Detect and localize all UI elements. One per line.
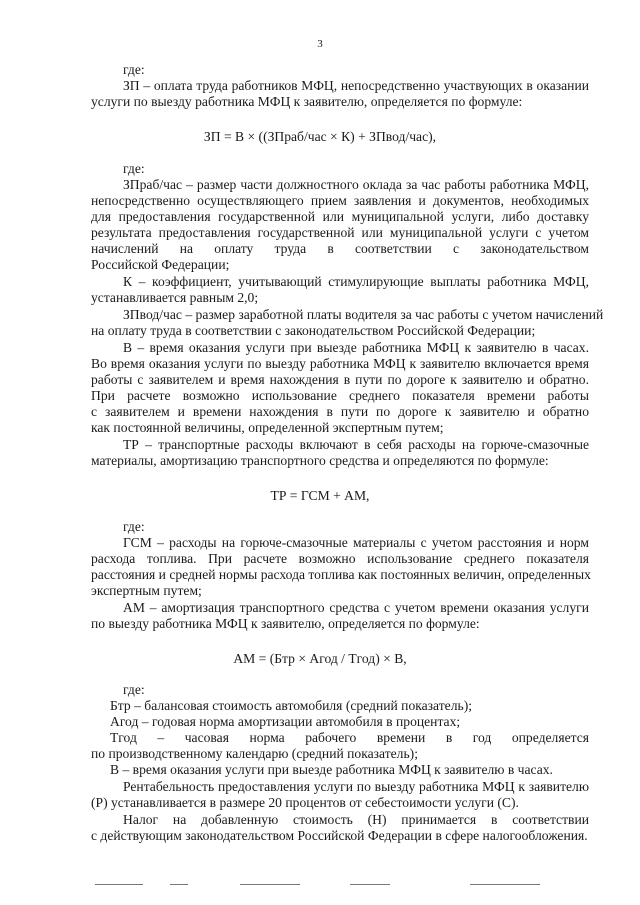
page-number: 3 [317, 38, 323, 50]
formula-zp: ЗП = В × ((ЗПраб/час × К) + ЗПвод/час), [203, 129, 437, 144]
text-line: Бтр – балансовая стоимость автомобиля (средний показатель); [110, 698, 472, 713]
text-line: Рентабельность предоставления услуги по выезду работника МФЦ к заявителю [123, 779, 589, 794]
text-line: В – время оказания услуги при выезде работника МФЦ к заявителю в часах. [110, 762, 553, 777]
text-line: по выезду работника МФЦ к заявителю, определяется по формуле: [91, 616, 480, 631]
text-line: Во время оказания услуги по выезду работника МФЦ к заявителю включается время [91, 356, 589, 371]
text-line: материалы, амортизацию транспортного средства и определяются по формуле: [91, 453, 549, 468]
text-line: начислений на оплату труда в соответствии с законодательством [91, 241, 589, 256]
text-line: как постоянной величины, определенной экспертным путем; [91, 420, 444, 435]
text-line: где: [123, 161, 145, 176]
text-line: АМ – амортизация транспортного средства с учетом времени оказания услуги [123, 600, 589, 615]
text-line: Агод – годовая норма амортизации автомобиля в процентах; [110, 714, 461, 729]
text-line: с действующим законодательством Российской Федерации в сфере налогообложения. [91, 828, 588, 843]
text-line: Налог на добавленную стоимость (Н) принимается в соответствии [123, 812, 589, 827]
text-line: ЗП – оплата труда работников МФЦ, непосредственно участвующих в оказании [123, 78, 589, 93]
text-line: услуги по выезду работника МФЦ к заявителю, определяется по формуле: [91, 94, 523, 109]
scan-line [170, 884, 188, 885]
text-line: где: [123, 519, 145, 534]
formula-am: АМ = (Бтр × Агод / Тгод) × В, [233, 651, 407, 666]
text-line: В – время оказания услуги при выезде работника МФЦ к заявителю в часах. [123, 340, 589, 355]
text-line: где: [123, 62, 145, 77]
scan-line [240, 884, 300, 885]
text-line: результата предоставления государственной или муниципальной услуги с учетом [91, 225, 589, 240]
text-line: где: [123, 682, 145, 697]
text-line: При расчете возможно использование среднего показателя времени работы [91, 388, 589, 403]
text-line: для предоставления государственной или муниципальной услуги, либо доставку [91, 209, 589, 224]
text-line: расстояния и средней нормы расхода топлива как постоянных величин, определенных [91, 567, 591, 582]
text-line: по производственному календарю (средний показатель); [91, 746, 418, 761]
text-line: ЗПраб/час – размер части должностного оклада за час работы работника МФЦ, [123, 177, 589, 192]
text-line: К – коэффициент, учитывающий стимулирующие выплаты работника МФЦ, [123, 274, 589, 289]
text-line: ТР – транспортные расходы включают в себя расходы на горюче-смазочные [123, 437, 589, 452]
text-line: (Р) устанавливается в размере 20 процентов от себестоимости услуги (С). [91, 795, 519, 810]
text-line: на оплату труда в соответствии с законодательством Российской Федерации; [91, 323, 536, 338]
text-line: с заявителем и времени нахождения в пути по дороге к заявителю и обратно [91, 404, 589, 419]
text-line: устанавливается равным 2,0; [91, 290, 259, 305]
scan-line [350, 884, 390, 885]
scan-line [95, 884, 143, 885]
text-line: работы с заявителем и время нахождения в пути по дороге к заявителю и обратно. [91, 372, 589, 387]
text-line: Тгод – часовая норма рабочего времени в год определяется [110, 730, 589, 745]
scan-line [470, 884, 540, 885]
text-line: ГСМ – расходы на горюче-смазочные материалы с учетом расстояния и норм [123, 535, 589, 550]
text-line: непосредственно осуществляющего прием заявления и документов, необходимых [91, 193, 589, 208]
text-line: экспертным путем; [91, 583, 202, 598]
formula-tr: ТР = ГСМ + АМ, [270, 488, 370, 503]
text-line: ЗПвод/час – размер заработной платы водителя за час работы с учетом начислений [123, 307, 604, 322]
text-line: расхода топлива. При расчете возможно использование среднего показателя [91, 551, 589, 566]
text-line: Российской Федерации; [91, 257, 230, 272]
